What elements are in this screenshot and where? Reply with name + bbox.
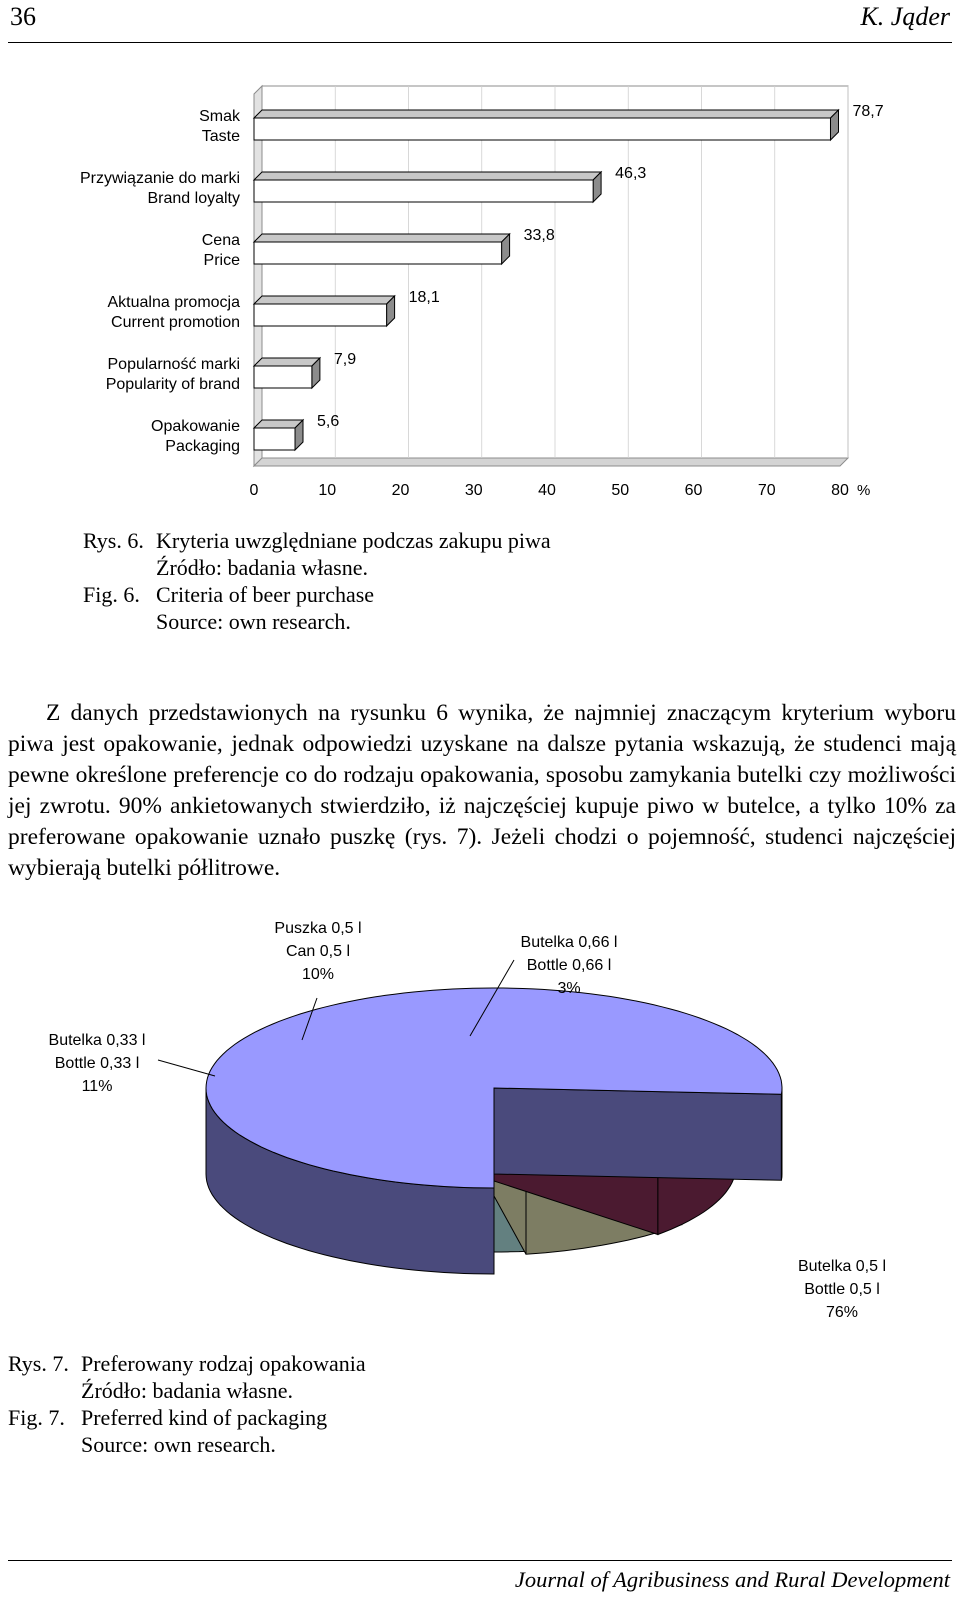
category-label: [199, 108, 241, 145]
slice-label: [274, 920, 361, 983]
category-label: [106, 356, 240, 393]
floor: [254, 458, 848, 466]
chart-frame: [254, 86, 848, 466]
value-label: 18,1: [408, 289, 440, 306]
value-label: 5,6: [317, 413, 340, 430]
x-tick-label: 40: [538, 482, 556, 499]
x-tick-label: 0: [249, 482, 259, 499]
slice-label-line: 3%: [557, 980, 581, 997]
fig7-pl-title: Preferowany rodzaj opakowania: [81, 1351, 366, 1376]
slice-label-line: Bottle 0,66 l: [526, 957, 612, 974]
category-labels: [80, 108, 241, 455]
x-tick-label: 30: [464, 482, 483, 499]
bar-top: [254, 110, 839, 118]
figure-7-caption: [8, 1350, 366, 1458]
fig7-en-source: Source: own research.: [81, 1432, 276, 1457]
value-label: 46,3: [615, 165, 647, 182]
fig7-en-title: Preferred kind of packaging: [81, 1405, 328, 1430]
slice-label-line: Bottle 0,5 l: [804, 1281, 880, 1298]
category-label-line: Popularność marki: [107, 356, 240, 373]
slice-label: [798, 1258, 886, 1321]
x-tick-label: 20: [391, 482, 410, 499]
category-label-line: Brand loyalty: [147, 190, 240, 207]
x-axis-unit: %: [857, 482, 871, 499]
bar: [254, 428, 295, 450]
bar-top: [254, 358, 320, 366]
value-label: 78,7: [852, 103, 884, 120]
category-label-line: Price: [203, 252, 240, 269]
category-label: [107, 294, 240, 331]
fig6-pl-label: Rys. 6.: [83, 528, 144, 553]
fig6-pl-source: Źródło: badania własne.: [156, 555, 368, 580]
bar: [254, 180, 593, 202]
category-label-line: Current promotion: [111, 314, 240, 331]
slice-label-line: Butelka 0,5 l: [797, 1258, 887, 1275]
slice-label-line: 11%: [81, 1078, 113, 1095]
pie-slice-group: [206, 988, 782, 1274]
bar-top: [254, 172, 601, 180]
slice-label-line: Butelka 0,66 l: [520, 934, 618, 951]
slice-label: [521, 934, 618, 997]
bar: [254, 304, 387, 326]
bar-top: [254, 234, 510, 242]
category-label: [202, 232, 240, 269]
figure-6-caption: [83, 527, 551, 635]
running-author: K. Jąder: [860, 2, 950, 31]
fig6-en-source: Source: own research.: [156, 609, 351, 634]
page-number: 36: [10, 2, 36, 31]
slice-radial-wall: [494, 1088, 781, 1180]
category-label-line: Opakowanie: [151, 418, 240, 435]
category-label-line: Popularity of brand: [105, 376, 240, 393]
page-header: [8, 0, 952, 43]
x-axis-ticks: [250, 482, 849, 499]
x-tick-label: 50: [611, 482, 630, 499]
category-label-line: Przywiązanie do marki: [79, 170, 240, 187]
journal-name: Journal of Agribusiness and Rural Development: [514, 1567, 950, 1592]
category-label: [151, 418, 240, 455]
bar: [254, 242, 502, 264]
fig6-en-title: Criteria of beer purchase: [156, 582, 375, 607]
bar-top: [254, 296, 395, 304]
bar: [254, 366, 312, 388]
x-tick-label: 10: [318, 482, 337, 499]
pie-slices: [206, 988, 782, 1274]
slice-label-line: Puszka 0,5 l: [274, 920, 362, 937]
fig7-en-label: Fig. 7.: [8, 1405, 65, 1430]
side-wall: [254, 86, 262, 466]
slice-label-line: 76%: [825, 1304, 859, 1321]
pie-chart: [0, 900, 960, 1360]
page-footer: [8, 1560, 952, 1592]
fig6-en-label: Fig. 6.: [83, 582, 140, 607]
bar: [254, 118, 830, 140]
fig6-pl-title: Kryteria uwzględniane podczas zakupu piwa: [156, 528, 551, 553]
leader-line: [158, 1060, 215, 1076]
x-tick-label: 60: [684, 482, 703, 499]
slice-label-line: Butelka 0,33 l: [48, 1032, 146, 1049]
value-label: 7,9: [333, 351, 357, 368]
category-label-line: Packaging: [165, 438, 240, 455]
value-label: 33,8: [523, 227, 555, 244]
slice-label-line: Can 0,5 l: [285, 943, 351, 960]
bar-chart: [0, 60, 960, 560]
slice-label-line: 10%: [301, 966, 335, 983]
category-label: [80, 170, 240, 207]
slice-outer-wall: [781, 1088, 782, 1180]
slice-label: [49, 1032, 146, 1095]
fig7-pl-source: Źródło: badania własne.: [81, 1378, 293, 1403]
x-tick-label: 70: [757, 482, 776, 499]
category-label-line: Smak: [199, 108, 240, 125]
slice-label-line: Bottle 0,33 l: [54, 1055, 140, 1072]
category-label-line: Aktualna promocja: [107, 294, 240, 311]
body-paragraph: Z danych przedstawionych na rysunku 6 wynika, że najmniej znaczącym kryterium wyboru piwa jest opakowanie, jednak odpowiedzi uzyskane na dalsze pytania wskazują, że studenci mają pewne określone preferencje co do rodzaju opakowania, sposobu zamykania butelki czy możliwości jej zwrotu. 90% ankietowanych stwierdziło, iż najczęściej kupuje piwo w butelce, a tylko 10% za preferowane opakowanie uznało puszkę (rys. 7). Jeżeli chodzi o pojemność, studenci najczęściej wybierają butelki półlitrowe.: [8, 700, 956, 881]
category-label-line: Taste: [201, 128, 240, 145]
category-label-line: Cena: [201, 232, 240, 249]
x-tick-label: 80: [831, 482, 849, 499]
fig7-pl-label: Rys. 7.: [8, 1351, 69, 1376]
